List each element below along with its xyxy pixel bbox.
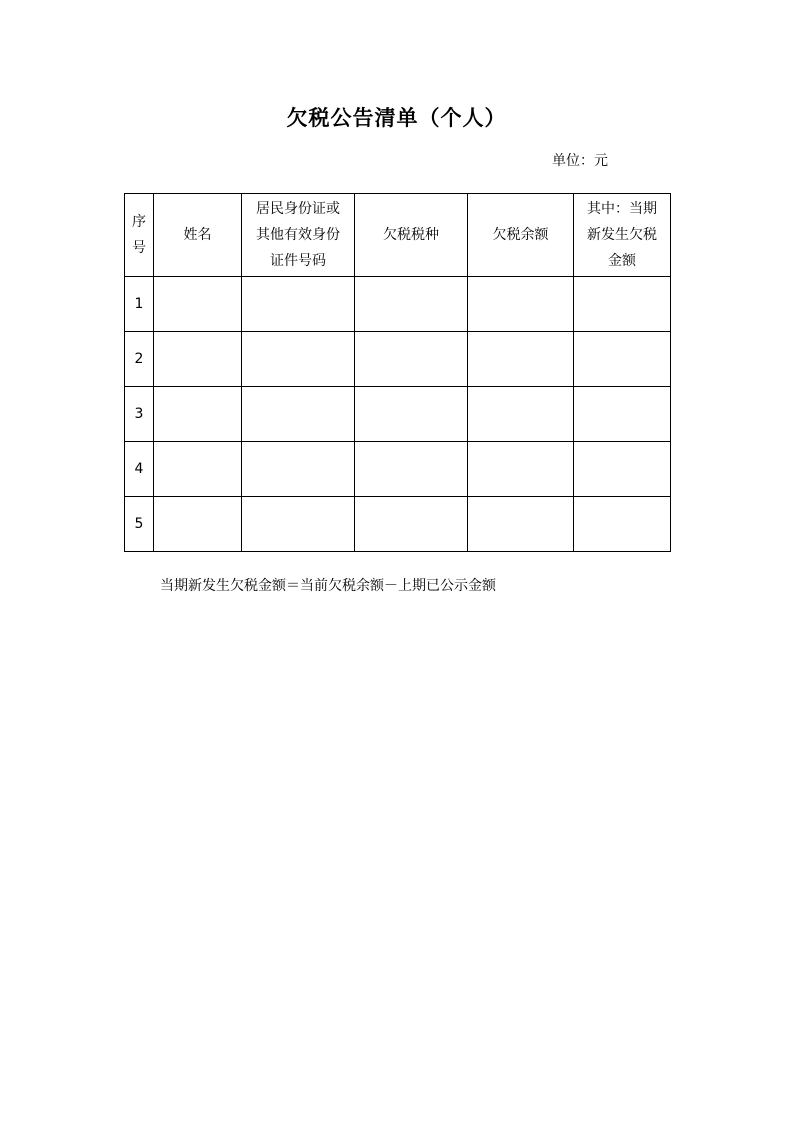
- header-new-amount-line: 其中：当期: [587, 201, 657, 217]
- table-row: [125, 277, 671, 332]
- cell-id-number: [242, 442, 355, 497]
- cell-id-number: [242, 277, 355, 332]
- cell-id-number: [242, 332, 355, 387]
- cell-balance: [468, 332, 574, 387]
- header-new-amount: [574, 194, 671, 277]
- header-id-number-line: 其他有效身份: [256, 227, 340, 243]
- cell-balance: [468, 277, 574, 332]
- cell-name: [154, 277, 242, 332]
- cell-id-number: [242, 387, 355, 442]
- formula-note: 当期新发生欠税金额＝当前欠税余额－上期已公示金额: [160, 578, 496, 594]
- page-title: 欠税公告清单（个人）: [286, 106, 507, 130]
- table-row: [125, 442, 671, 497]
- cell-new-amount: [574, 497, 671, 552]
- cell-tax-type: [355, 332, 468, 387]
- header-id-number: [242, 194, 355, 277]
- unit-label: 单位：元: [552, 153, 608, 169]
- header-new-amount-line: 新发生欠税: [587, 227, 657, 243]
- cell-new-amount: [574, 332, 671, 387]
- cell-new-amount: [574, 387, 671, 442]
- cell-seq: 3: [125, 387, 154, 442]
- header-tax-type: 欠税税种: [355, 194, 468, 277]
- cell-seq: 1: [125, 277, 154, 332]
- cell-tax-type: [355, 442, 468, 497]
- cell-seq: 4: [125, 442, 154, 497]
- header-name: 姓名: [154, 194, 242, 277]
- header-id-number-line: 证件号码: [270, 253, 326, 269]
- header-id-number-line: 居民身份证或: [256, 201, 340, 217]
- header-new-amount-line: 金额: [608, 253, 636, 269]
- cell-balance: [468, 497, 574, 552]
- cell-tax-type: [355, 497, 468, 552]
- table-header-row: [125, 194, 671, 277]
- header-balance: 欠税余额: [468, 194, 574, 277]
- cell-tax-type: [355, 387, 468, 442]
- cell-balance: [468, 442, 574, 497]
- cell-tax-type: [355, 277, 468, 332]
- header-seq-line: 序: [132, 214, 146, 230]
- cell-name: [154, 442, 242, 497]
- cell-new-amount: [574, 277, 671, 332]
- cell-name: [154, 497, 242, 552]
- table-row: [125, 332, 671, 387]
- cell-seq: 5: [125, 497, 154, 552]
- cell-seq: 2: [125, 332, 154, 387]
- cell-balance: [468, 387, 574, 442]
- header-seq: [125, 194, 154, 277]
- cell-new-amount: [574, 442, 671, 497]
- cell-id-number: [242, 497, 355, 552]
- table-row: [125, 497, 671, 552]
- cell-name: [154, 387, 242, 442]
- table-row: [125, 387, 671, 442]
- header-seq-line: 号: [132, 240, 146, 256]
- tax-arrears-table: [124, 193, 671, 552]
- cell-name: [154, 332, 242, 387]
